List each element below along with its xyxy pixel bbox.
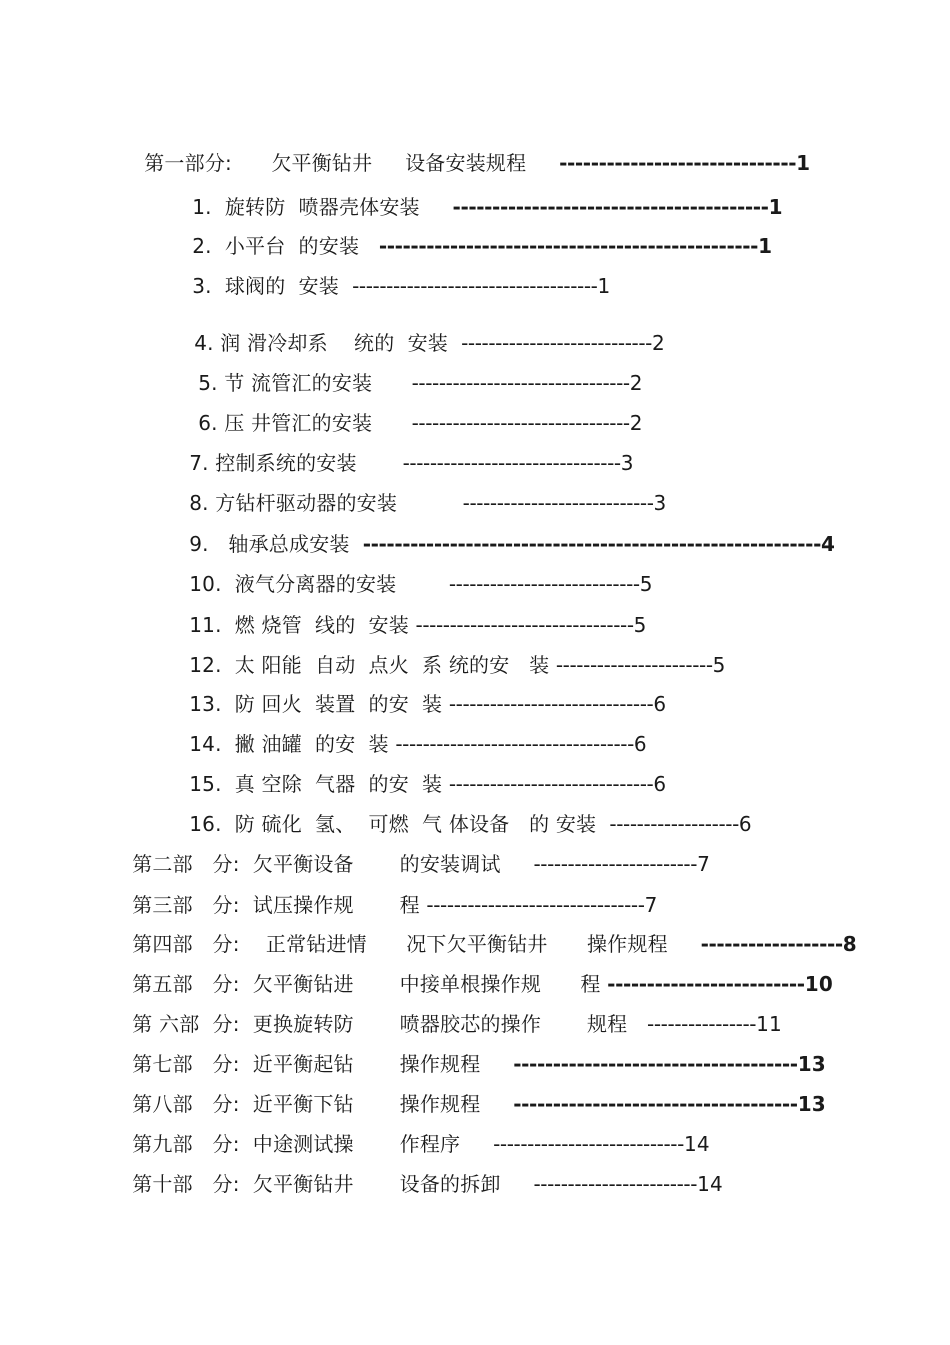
toc-page-number: 1 bbox=[768, 195, 783, 219]
toc-leader-dots: ------------------------ bbox=[533, 1172, 698, 1196]
toc-entry-title: 5. 节 流管汇的安装 bbox=[198, 371, 412, 395]
toc-leader-dots: ------------------- bbox=[609, 812, 739, 836]
toc-entry-title: 第四部 分: 正常钻进情 况下欠平衡钻井 操作规程 bbox=[132, 932, 701, 956]
toc-leader-dots: ------------------------------ bbox=[559, 151, 797, 175]
toc-leader-dots: ---------------------------- bbox=[448, 572, 640, 596]
toc-leader-dots: ------------------------- bbox=[607, 972, 805, 996]
toc-entry-title: 11. 燃 烧管 线的 安装 bbox=[189, 613, 416, 637]
toc-page-number: 5 bbox=[639, 572, 653, 596]
toc-page-number: 6 bbox=[633, 732, 647, 756]
toc-leader-dots: ----------------------- bbox=[555, 653, 713, 677]
toc-leader-dots: ------------------------------------ bbox=[513, 1092, 798, 1116]
toc-page-number: 13 bbox=[797, 1092, 826, 1116]
toc-leader-dots: ---------------------------- bbox=[493, 1132, 684, 1156]
toc-entry-title: 第五部 分: 欠平衡钻进 中接单根操作规 程 bbox=[132, 972, 608, 996]
toc-leader-dots: -------------------------------- bbox=[402, 451, 621, 475]
toc-page-number: 6 bbox=[738, 812, 752, 836]
toc-entry-title: 14. 撇 油罐 的安 装 bbox=[189, 732, 396, 756]
toc-leader-dots: ---------------- bbox=[647, 1012, 757, 1036]
toc-entry-title: 第 六部 分: 更换旋转防 喷器胶芯的操作 规程 bbox=[132, 1012, 648, 1036]
toc-page-number: 2 bbox=[629, 371, 643, 395]
toc-entry-title: 第一部分: 欠平衡钻井 设备安装规程 bbox=[144, 151, 560, 175]
toc-page-number: 2 bbox=[651, 331, 665, 355]
toc-entry-title: 16. 防 硫化 氢、 可燃 气 体设备 的 安装 bbox=[189, 812, 610, 836]
toc-page-number: 14 bbox=[683, 1132, 710, 1156]
toc-leader-dots: ------------------ bbox=[700, 932, 843, 956]
toc-page-number: 5 bbox=[633, 613, 647, 637]
toc-entry-title: 第八部 分: 近平衡下钻 操作规程 bbox=[132, 1092, 514, 1116]
toc-page-number: 7 bbox=[644, 893, 658, 917]
toc-page-number: 7 bbox=[697, 852, 710, 876]
toc-page-number: 3 bbox=[620, 451, 634, 475]
toc-entry-title: 10. 液气分离器的安装 bbox=[189, 572, 449, 596]
toc-leader-dots: ------------------------ bbox=[533, 852, 698, 876]
toc-page-number: 6 bbox=[653, 692, 667, 716]
toc-entry-title: 第九部 分: 中途测试操 作程序 bbox=[132, 1132, 494, 1156]
toc-page-number: 13 bbox=[797, 1052, 826, 1076]
toc-entry-title: 第三部 分: 试压操作规 程 bbox=[132, 893, 427, 917]
toc-leader-dots: ------------------------------------------------ bbox=[378, 234, 759, 258]
toc-leader-dots: ------------------------------------ bbox=[513, 1052, 798, 1076]
toc-entry-title: 12. 太 阳能 自动 点火 系 统的安 装 bbox=[189, 653, 556, 677]
toc-entry-title: 4. 润 滑冷却系 统的 安装 bbox=[194, 331, 462, 355]
toc-leader-dots: ---------------------------------------- bbox=[452, 195, 769, 219]
toc-page-number: 1 bbox=[758, 234, 773, 258]
toc-entry-title: 7. 控制系统的安装 bbox=[189, 451, 403, 475]
toc-entry-title: 2. 小平台 的安装 bbox=[192, 234, 379, 258]
toc-entry-title: 8. 方钻杆驱动器的安装 bbox=[189, 491, 463, 515]
toc-page-number: 14 bbox=[697, 1172, 723, 1196]
toc-leader-dots: -------------------------------- bbox=[411, 411, 630, 435]
toc-leader-dots: ------------------------------ bbox=[448, 772, 654, 796]
toc-page-number: 3 bbox=[653, 491, 667, 515]
toc-leader-dots: ---------------------------- bbox=[461, 331, 652, 355]
toc-entry-title: 6. 压 井管汇的安装 bbox=[198, 411, 412, 435]
toc-entry-title: 13. 防 回火 装置 的安 装 bbox=[189, 692, 449, 716]
toc-leader-dots: -------------------------------- bbox=[411, 371, 630, 395]
toc-page-number: 1 bbox=[796, 151, 811, 175]
toc-entry-title: 第二部 分: 欠平衡设备 的安装调试 bbox=[132, 852, 534, 876]
toc-leader-dots: ------------------------------ bbox=[448, 692, 654, 716]
toc-entry-title: 9. 轴承总成安装 bbox=[189, 532, 363, 556]
toc-page-number: 1 bbox=[597, 274, 611, 298]
toc-page-number: 2 bbox=[629, 411, 643, 435]
toc-entry-title: 15. 真 空除 气器 的安 装 bbox=[189, 772, 449, 796]
toc-leader-dots: ---------------------------------------------------------- bbox=[362, 532, 821, 556]
toc-leader-dots: -------------------------------- bbox=[415, 613, 634, 637]
toc-page-number: 11 bbox=[756, 1012, 782, 1036]
toc-page-number: 4 bbox=[820, 532, 836, 556]
toc-page-number: 8 bbox=[842, 932, 857, 956]
toc-entry-part-10 bbox=[106, 1148, 723, 1220]
toc-leader-dots: ---------------------------- bbox=[462, 491, 654, 515]
toc-page-number: 6 bbox=[653, 772, 667, 796]
toc-entry-title: 第十部 分: 欠平衡钻井 设备的拆卸 bbox=[132, 1172, 534, 1196]
toc-leader-dots: ----------------------------------- bbox=[395, 732, 634, 756]
toc-entry-title: 3. 球阀的 安装 bbox=[192, 274, 353, 298]
toc-page-number: 10 bbox=[804, 972, 833, 996]
toc-entry-title: 1. 旋转防 喷器壳体安装 bbox=[192, 195, 453, 219]
toc-leader-dots: ------------------------------------ bbox=[352, 274, 598, 298]
toc-leader-dots: -------------------------------- bbox=[426, 893, 645, 917]
toc-page-number: 5 bbox=[712, 653, 726, 677]
toc-entry-title: 第七部 分: 近平衡起钻 操作规程 bbox=[132, 1052, 514, 1076]
